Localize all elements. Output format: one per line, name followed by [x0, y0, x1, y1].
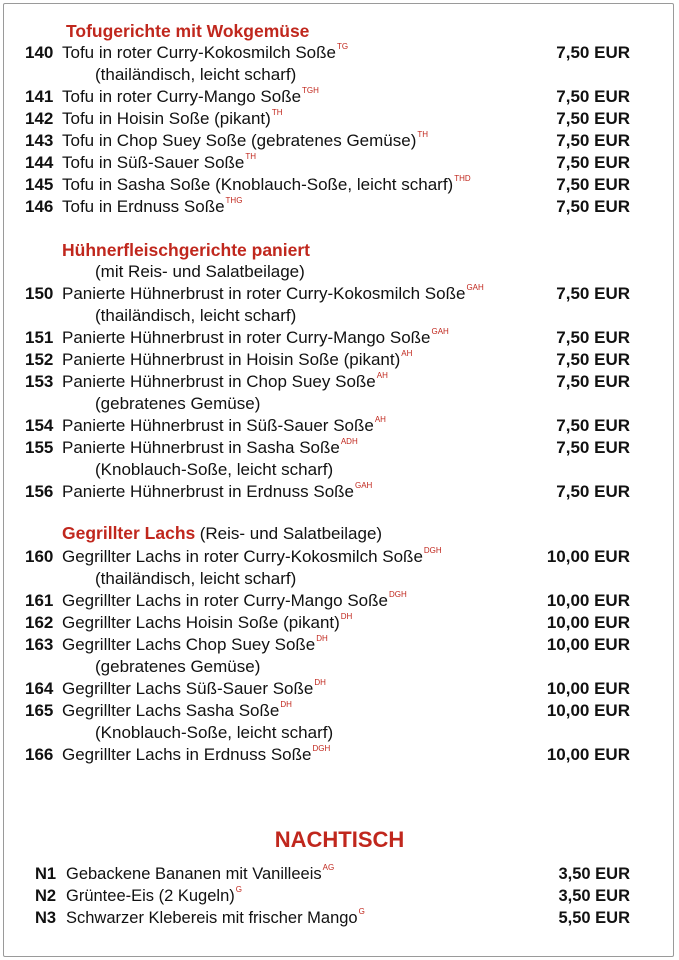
- item-name-text: Gegrillter Lachs Hoisin Soße (pikant): [62, 613, 340, 632]
- item-name-text: Panierte Hühnerbrust in Süß-Sauer Soße: [62, 416, 374, 435]
- item-number: 166: [25, 745, 54, 764]
- item-number: 154: [25, 416, 54, 435]
- item-name: [62, 174, 471, 196]
- item-name: [62, 42, 348, 64]
- allergen-code: GAH: [466, 283, 484, 292]
- item-price: 7,50 EUR: [556, 482, 630, 501]
- menu-item-row: [0, 371, 679, 393]
- menu-item-row: [0, 907, 679, 929]
- allergen-code: DH: [316, 634, 328, 643]
- item-name-text: Gebackene Bananen mit Vanilleeis: [66, 865, 322, 883]
- item-name: [62, 86, 319, 108]
- allergen-code: DGH: [423, 546, 442, 555]
- item-price: 10,00 EUR: [546, 679, 630, 698]
- item-number: 145: [25, 175, 54, 194]
- section-title: Gegrillter Lachs: [62, 523, 196, 543]
- allergen-code: AG: [322, 863, 335, 872]
- item-name: [62, 196, 242, 218]
- allergen-code: DGH: [312, 744, 331, 753]
- menu-item-row: [0, 327, 679, 349]
- item-name-text: Grüntee-Eis (2 Kugeln): [66, 887, 235, 905]
- section-dessert: [0, 863, 679, 929]
- item-name: [62, 700, 292, 722]
- menu-item-row: [0, 130, 679, 152]
- menu-item-row: [0, 152, 679, 174]
- item-price: 10,00 EUR: [546, 547, 630, 566]
- item-number: N1: [35, 865, 57, 883]
- menu-item-row: [0, 196, 679, 218]
- menu-item-row: [0, 481, 679, 503]
- item-name: [62, 152, 256, 174]
- item-price: 7,50 EUR: [556, 87, 630, 106]
- item-number: 144: [25, 153, 54, 172]
- menu-item-row: [0, 744, 679, 766]
- allergen-code: THD: [454, 174, 471, 183]
- item-name: [62, 371, 388, 393]
- item-name: [62, 108, 283, 130]
- item-name-text: Panierte Hühnerbrust in Chop Suey Soße: [62, 372, 376, 391]
- allergen-code: G: [358, 907, 365, 916]
- item-name: [62, 634, 328, 656]
- item-name: [62, 612, 352, 634]
- menu-item-row: [0, 42, 679, 64]
- item-number: 146: [25, 197, 54, 216]
- item-name: [62, 481, 372, 503]
- item-name-text: Tofu in Sasha Soße (Knoblauch-Soße, leicht scharf): [62, 175, 454, 194]
- item-note: (thailändisch, leicht scharf): [95, 306, 297, 325]
- item-price: 7,50 EUR: [556, 350, 630, 369]
- item-number: 161: [25, 591, 54, 610]
- menu-item-row: [0, 634, 679, 656]
- item-name: [66, 863, 334, 885]
- item-price: 3,50 EUR: [558, 865, 630, 883]
- item-name: [62, 678, 326, 700]
- allergen-code: TH: [271, 108, 283, 117]
- item-note: (gebratenes Gemüse): [95, 394, 261, 413]
- item-number: 150: [25, 284, 54, 303]
- menu-item-row: [0, 415, 679, 437]
- item-name-text: Gegrillter Lachs in roter Curry-Mango Soße: [62, 591, 388, 610]
- item-name-text: Gegrillter Lachs Sasha Soße: [62, 701, 280, 720]
- section-tofu: [0, 20, 679, 218]
- item-list: [0, 546, 679, 766]
- menu-item-row: [0, 678, 679, 700]
- item-price: 7,50 EUR: [556, 372, 630, 391]
- menu-item-row: [0, 700, 679, 722]
- item-price: 7,50 EUR: [556, 284, 630, 303]
- item-name-text: Panierte Hühnerbrust in Sasha Soße: [62, 438, 340, 457]
- section-title: Hühnerfleischgerichte paniert: [62, 240, 310, 260]
- item-number: 143: [25, 131, 54, 150]
- item-name-text: Gegrillter Lachs in roter Curry-Kokosmilch Soße: [62, 547, 423, 566]
- item-name-text: Gegrillter Lachs in Erdnuss Soße: [62, 745, 312, 764]
- item-note: (thailändisch, leicht scharf): [95, 65, 297, 84]
- menu-item-row: [0, 349, 679, 371]
- allergen-code: DH: [340, 612, 353, 621]
- allergen-code: THG: [225, 196, 243, 205]
- allergen-code: TG: [336, 42, 349, 51]
- menu-item-row: [0, 108, 679, 130]
- item-note: (Knoblauch-Soße, leicht scharf): [95, 723, 334, 742]
- item-note: (gebratenes Gemüse): [95, 657, 261, 676]
- item-name-text: Panierte Hühnerbrust in roter Curry-Kokosmilch Soße: [62, 284, 466, 303]
- item-price: 10,00 EUR: [546, 635, 630, 654]
- item-price: 5,50 EUR: [558, 909, 630, 927]
- menu-item-row: [0, 885, 679, 907]
- item-price: 10,00 EUR: [546, 613, 630, 632]
- item-name-text: Gegrillter Lachs Chop Suey Soße: [62, 635, 316, 654]
- item-price: 7,50 EUR: [556, 416, 630, 435]
- allergen-code: DH: [280, 700, 292, 709]
- item-number: 163: [25, 635, 54, 654]
- item-number: 160: [25, 547, 54, 566]
- allergen-code: DH: [314, 678, 326, 687]
- item-number: 156: [25, 482, 54, 501]
- allergen-code: AH: [374, 415, 386, 424]
- menu-item-row: [0, 863, 679, 885]
- allergen-code: AH: [401, 349, 413, 358]
- item-number: 140: [25, 43, 54, 62]
- allergen-code: TH: [417, 130, 429, 139]
- item-name-text: Gegrillter Lachs Süß-Sauer Soße: [62, 679, 314, 698]
- item-price: 7,50 EUR: [556, 131, 630, 150]
- item-name: [62, 590, 407, 612]
- item-name-text: Panierte Hühnerbrust in roter Curry-Mango Soße: [62, 328, 431, 347]
- item-name-text: Tofu in Hoisin Soße (pikant): [62, 109, 271, 128]
- item-price: 10,00 EUR: [546, 745, 630, 764]
- menu-item-row: [0, 590, 679, 612]
- item-number: 153: [25, 372, 54, 391]
- item-number: 141: [25, 87, 54, 106]
- item-price: 10,00 EUR: [546, 701, 630, 720]
- allergen-code: DGH: [388, 590, 407, 599]
- item-name-text: Panierte Hühnerbrust in Erdnuss Soße: [62, 482, 354, 501]
- allergen-code: ADH: [340, 437, 358, 446]
- item-list: [0, 42, 679, 218]
- allergen-code: GAH: [355, 481, 373, 490]
- item-name: [62, 130, 428, 152]
- item-number: 164: [25, 679, 54, 698]
- item-number: N3: [35, 909, 57, 927]
- item-price: 7,50 EUR: [556, 153, 630, 172]
- allergen-code: G: [235, 885, 242, 894]
- item-number: N2: [35, 887, 57, 905]
- item-note: (Knoblauch-Soße, leicht scharf): [95, 460, 334, 479]
- item-price: 7,50 EUR: [556, 43, 630, 62]
- section-title-suffix: (Reis- und Salatbeilage): [199, 524, 383, 543]
- item-number: 155: [25, 438, 54, 457]
- item-name-text: Panierte Hühnerbrust in Hoisin Soße (pikant): [62, 350, 401, 369]
- item-list: [0, 283, 679, 503]
- item-name: [66, 885, 242, 907]
- section-subtitle: (mit Reis- und Salatbeilage): [95, 262, 305, 281]
- item-price: 7,50 EUR: [556, 328, 630, 347]
- item-name: [62, 546, 442, 568]
- section-chicken: [0, 239, 679, 503]
- dessert-heading: NACHTISCH: [274, 827, 405, 852]
- item-number: 165: [25, 701, 54, 720]
- item-name: [62, 415, 386, 437]
- item-price: 7,50 EUR: [556, 197, 630, 216]
- item-number: 151: [25, 328, 54, 347]
- menu-item-row: [0, 546, 679, 568]
- menu-item-row: [0, 437, 679, 459]
- item-price: 10,00 EUR: [546, 591, 630, 610]
- menu-item-row: [0, 283, 679, 305]
- item-name: [62, 349, 412, 371]
- item-number: 142: [25, 109, 54, 128]
- item-number: 162: [25, 613, 54, 632]
- item-name: [62, 744, 330, 766]
- item-name: [62, 327, 449, 349]
- item-name: [62, 283, 484, 305]
- item-name-text: Tofu in Erdnuss Soße: [62, 197, 225, 216]
- item-list: [0, 863, 679, 929]
- allergen-code: AH: [376, 371, 388, 380]
- allergen-code: TGH: [302, 86, 319, 95]
- item-name-text: Tofu in Süß-Sauer Soße: [62, 153, 245, 172]
- allergen-code: GAH: [431, 327, 449, 336]
- item-price: 7,50 EUR: [556, 175, 630, 194]
- item-name-text: Tofu in roter Curry-Kokosmilch Soße: [62, 43, 336, 62]
- section-salmon: [0, 522, 679, 766]
- menu-item-row: [0, 86, 679, 108]
- item-price: 3,50 EUR: [558, 887, 630, 905]
- menu-item-row: [0, 174, 679, 196]
- item-name: [66, 907, 365, 929]
- item-name: [62, 437, 358, 459]
- item-name-text: Tofu in Chop Suey Soße (gebratenes Gemüse): [62, 131, 417, 150]
- item-note: (thailändisch, leicht scharf): [95, 569, 297, 588]
- item-name-text: Tofu in roter Curry-Mango Soße: [62, 87, 302, 106]
- allergen-code: TH: [245, 152, 257, 161]
- item-number: 152: [25, 350, 54, 369]
- menu-item-row: [0, 612, 679, 634]
- item-price: 7,50 EUR: [556, 109, 630, 128]
- section-title: Tofugerichte mit Wokgemüse: [66, 21, 310, 41]
- item-name-text: Schwarzer Klebereis mit frischer Mango: [66, 909, 358, 927]
- item-price: 7,50 EUR: [556, 438, 630, 457]
